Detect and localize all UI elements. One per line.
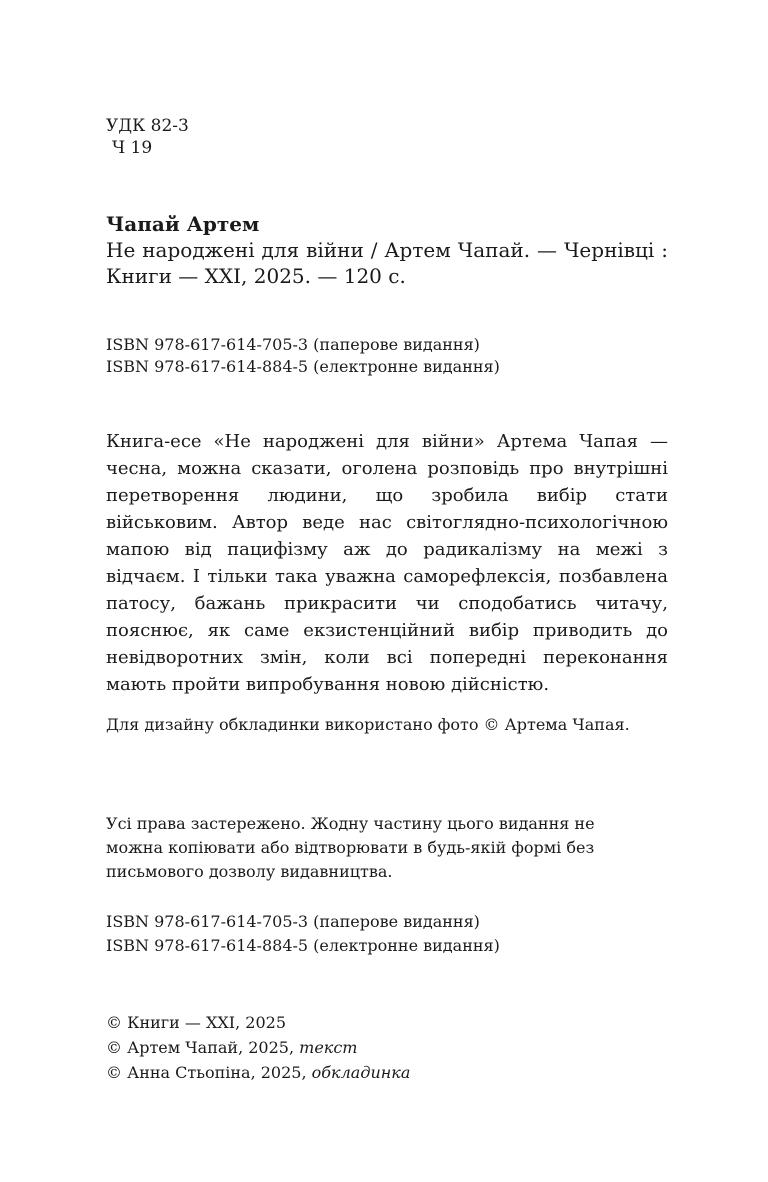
bibliographic-record (106, 211, 668, 289)
isbn-print: ISBN 978-617-614-705-3 (паперове видання) (106, 335, 480, 354)
cover-credit: Для дизайну обкладинки використано фото © Артема Чапая. (106, 715, 630, 734)
copyright-role: обкладинка (311, 1063, 411, 1082)
classification-codes (106, 115, 668, 159)
isbn-electronic: ISBN 978-617-614-884-5 (електронне видання) (106, 936, 500, 955)
isbn-list-bottom (106, 910, 668, 958)
rights-notice: Усі права застережено. Жодну частину цього видання не можна копіювати або відтворювати в будь-якій формі без письмового дозволу видавництва. (106, 814, 595, 881)
udc-code: УДК 82-3 (106, 116, 189, 136)
isbn-print: ISBN 978-617-614-705-3 (паперове видання) (106, 912, 480, 931)
isbn-list-top (106, 334, 668, 378)
copyright-cover-artist: © Анна Стьопіна, 2025, обкладинка (106, 1063, 411, 1082)
author-heading: Чапай Артем (106, 212, 260, 236)
copyright-page (106, 0, 668, 1182)
copyright-author: © Артем Чапай, 2025, текст (106, 1038, 358, 1057)
isbn-electronic: ISBN 978-617-614-884-5 (електронне видання) (106, 357, 500, 376)
bibliographic-entry: Не народжені для війни / Артем Чапай. — Чернівці : Книги — XXI, 2025. — 120 с. (106, 238, 668, 288)
annotation-paragraph: Книга-есе «Не народжені для війни» Артема Чапая — чесна, можна сказати, оголена розповідь про внутрішні перетворення людини, що зробила вибір стати військовим. Автор веде нас світоглядно-психологічною мапою від пацифізму аж до радикалізму на межі з відчаєм. І тільки така уважна саморефлексія, позбавлена патосу, бажань прикрасити чи сподобатись читачу, пояснює, як саме екзистенційний вибір приводить до невідворотних змін, коли всі попередні переконання мають пройти випробування новою дійсністю. (106, 431, 668, 695)
author-code: Ч 19 (112, 138, 153, 158)
copyright-publisher: © Книги — XXI, 2025 (106, 1013, 287, 1032)
copyright-lines (106, 1010, 668, 1085)
copyright-role: текст (299, 1038, 358, 1057)
